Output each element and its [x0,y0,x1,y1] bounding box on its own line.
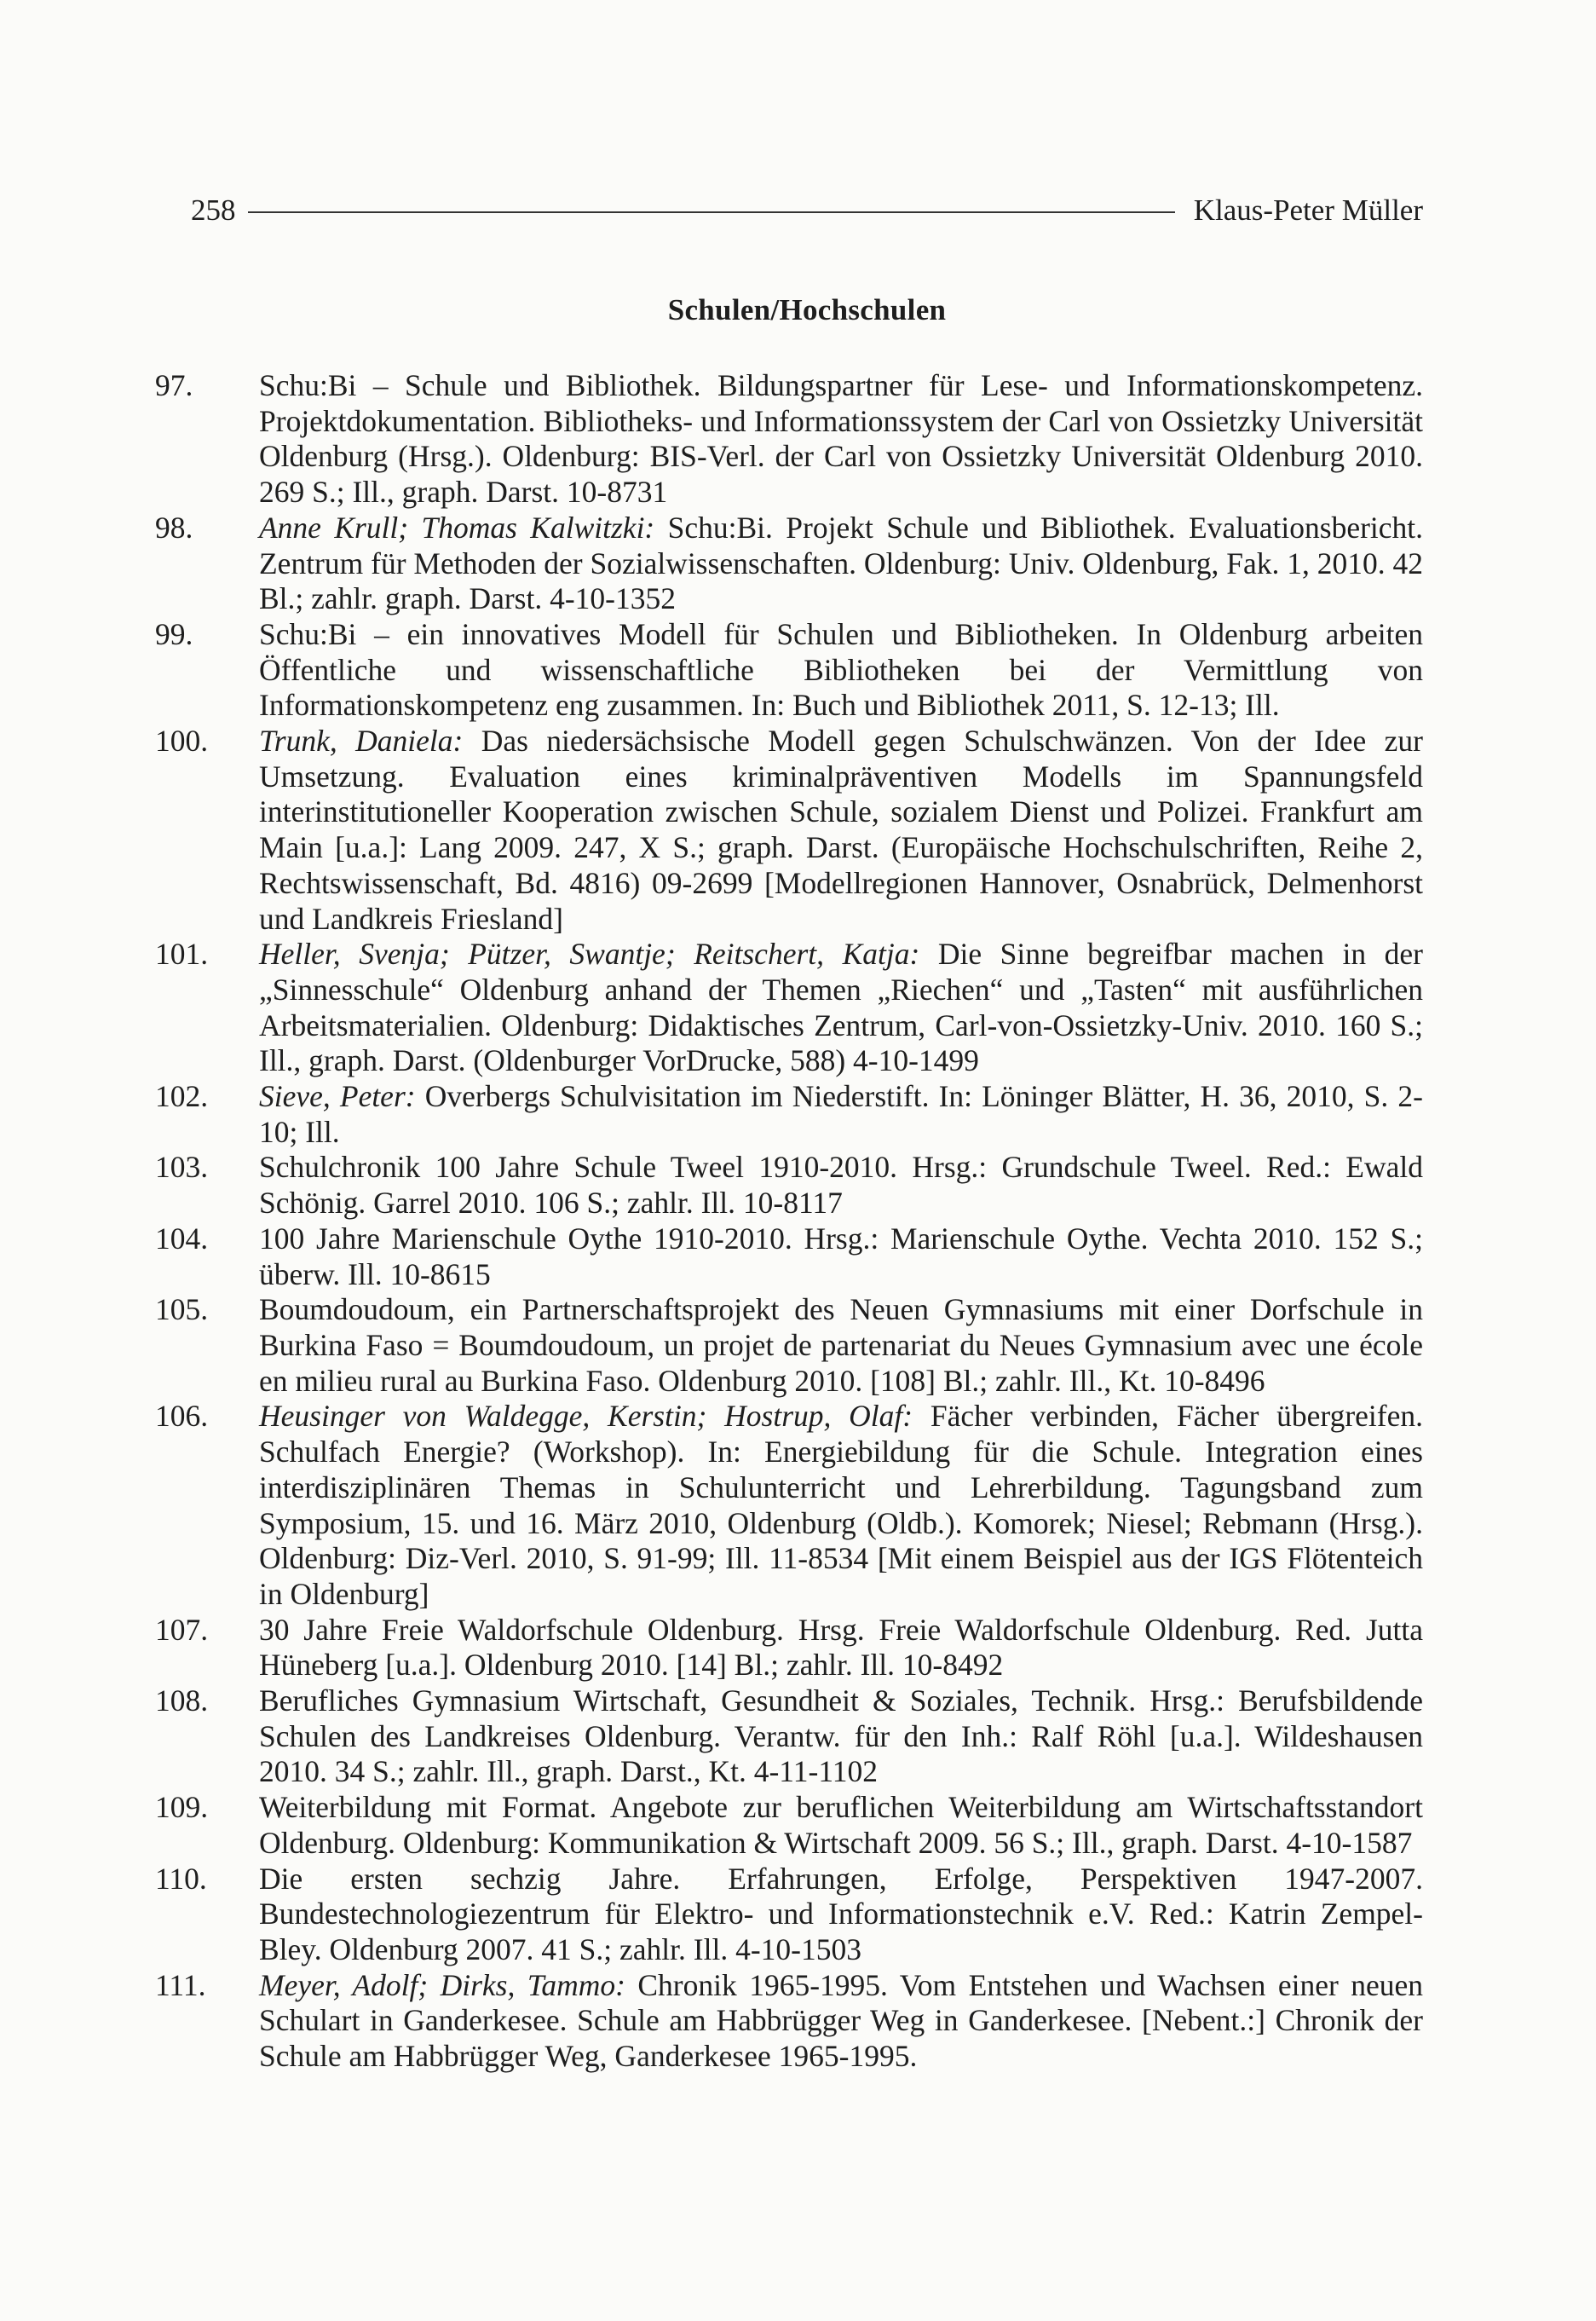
entry-citation: Fächer verbinden, Fächer übergreifen. Schulfach Energie? (Workshop). In: Energiebildung für die Schule. Integration eines interdisziplinären Themas in Schulunterricht und Lehrerbildung. Tagungsband zum Symposium, 15. und 16. März 2010, Oldenburg (Oldb.). Komorek; Niesel; Rebmann (Hrsg.). Oldenburg: Diz-Verl. 2010, S. 91-99; Ill. 11-8534 [Mit einem Beispiel aus der IGS Flötenteich in Oldenburg] [259,1399,1423,1611]
entry-text [259,1221,1423,1292]
entry-text [259,368,1423,511]
entry-citation: Schu:Bi. Projekt Schule und Bibliothek. Evaluationsbericht. Zentrum für Methoden der Sozialwissenschaften. Oldenburg: Univ. Oldenburg, Fak. 1, 2010. 42 Bl.; zahlr. graph. Darst. 4-10-1352 [259,510,1424,616]
entry-number: 108. [155,1683,209,1718]
entry-number: 104. [155,1221,209,1256]
bibliography-entry [155,937,1423,1079]
bibliography-list [155,368,1423,2075]
bibliography-entry [155,1683,1423,1790]
entry-number: 111. [155,1967,206,2002]
entry-author: Meyer, Adolf; Dirks, Tammo: [259,1967,625,2002]
bibliography-entry [155,511,1423,617]
entry-author: Anne Krull; Thomas Kalwitzki: [259,510,655,545]
entry-number: 103. [155,1150,209,1185]
entry-citation: Boumdoudoum, ein Partnerschaftsprojekt des Neuen Gymnasiums mit einer Dorfschule in Burkina Faso = Boumdoudoum, un projet de partenariat du Neues Gymnasium avec une école en milieu rural au Burkina Faso. Oldenburg 2010. [108] Bl.; zahlr. Ill., Kt. 10-8496 [259,1292,1423,1398]
entry-number: 100. [155,724,209,759]
entry-text [259,1862,1423,1968]
entry-citation: Schu:Bi – Schule und Bibliothek. Bildungspartner für Lese- und Informationskompetenz. Projektdokumentation. Bibliotheks- und Informationssystem der Carl von Ossietzky Universität Oldenburg (Hrsg.). Oldenburg: BIS-Verl. der Carl von Ossietzky Universität Oldenburg 2010. 269 S.; Ill., graph. Darst. 10-8731 [259,368,1423,510]
entry-text [259,937,1423,1079]
bibliography-entry [155,724,1423,937]
entry-number: 98. [155,510,193,545]
entry-number: 109. [155,1790,209,1825]
entry-citation: 30 Jahre Freie Waldorfschule Oldenburg. Hrsg. Freie Waldorfschule Oldenburg. Red. Jutta Hüneberg [u.a.]. Oldenburg 2010. [14] Bl.; zahlr. Ill. 10-8492 [259,1612,1423,1683]
bibliography-entry [155,1862,1423,1968]
header-rule [248,211,1175,213]
entry-citation: Chronik 1965-1995. Vom Entstehen und Wachsen einer neuen Schulart in Ganderkesee. Schule am Habbrügger Weg in Ganderkesee. [Nebent.:] Chronik der Schule am Habbrügger Weg, Ganderkesee 1965-1995. [259,1967,1424,2074]
entry-number: 106. [155,1399,209,1434]
entry-author: Trunk, Daniela: [259,724,464,759]
entry-text [259,1683,1423,1790]
entry-author: Sieve, Peter: [259,1079,416,1114]
entry-number: 97. [155,368,193,402]
entry-citation: Die Sinne begreifbar machen in der „Sinnesschule“ Oldenburg anhand der Themen „Riechen“ und „Tasten“ mit ausführlichen Arbeitsmaterialien. Oldenburg: Didaktisches Zentrum, Carl-von-Ossietzky-Univ. 2010. 160 S.; Ill., graph. Darst. (Oldenburger VorDrucke, 588) 4-10-1499 [259,937,1423,1078]
entry-text [259,1968,1423,2075]
bibliography-entry [155,1968,1423,2075]
entry-citation: Die ersten sechzig Jahre. Erfahrungen, Erfolge, Perspektiven 1947-2007. Bundestechnologiezentrum für Elektro- und Informationstechnik e.V. Red.: Katrin Zempel-Bley. Oldenburg 2007. 41 S.; zahlr. Ill. 4-10-1503 [259,1861,1423,1966]
entry-text [259,511,1423,617]
bibliography-entry [155,1221,1423,1292]
entry-number: 99. [155,616,193,651]
entry-number: 101. [155,937,209,972]
entry-author: Heusinger von Waldegge, Kerstin; Hostrup, Olaf: [259,1399,913,1434]
entry-citation: Schu:Bi – ein innovatives Modell für Schulen und Bibliotheken. In Oldenburg arbeiten Öffentliche und wissenschaftliche Bibliotheken bei der Vermittlung von Informationskompetenz eng zusammen. In: Buch und Bibliothek 2011, S. 12-13; Ill. [259,616,1423,723]
entry-citation: Berufliches Gymnasium Wirtschaft, Gesundheit & Soziales, Technik. Hrsg.: Berufsbildende Schulen des Landkreises Oldenburg. Verantw. für den Inh.: Ralf Röhl [u.a.]. Wildeshausen 2010. 34 S.; zahlr. Ill., graph. Darst., Kt. 4-11-1102 [259,1683,1423,1789]
entry-number: 107. [155,1612,209,1647]
page-header [191,189,1423,232]
entry-citation: Das niedersächsische Modell gegen Schulschwänzen. Von der Idee zur Umsetzung. Evaluation eines kriminalpräventiven Modells im Spannungsfeld interinstitutioneller Kooperation zwischen Schule, sozialem Dienst und Polizei. Frankfurt am Main [u.a.]: Lang 2009. 247, X S.; graph. Darst. (Europäische Hochschulschriften, Reihe 2, Rechtswissenschaft, Bd. 4816) 09-2699 [Modellregionen Hannover, Osnabrück, Delmenhorst und Landkreis Friesland] [259,724,1423,936]
section-heading: Schulen/Hochschulen [667,293,947,326]
running-header-author: Klaus-Peter Müller [1193,193,1423,227]
entry-text [259,1790,1423,1861]
entry-text [259,1079,1423,1150]
bibliography-entry [155,1790,1423,1861]
entry-citation: Overbergs Schulvisitation im Niederstift. In: Löninger Blätter, H. 36, 2010, S. 2-10; Ill. [259,1079,1423,1149]
entry-number: 102. [155,1079,209,1114]
entry-number: 110. [155,1861,207,1896]
bibliography-entry [155,1079,1423,1150]
entry-number: 105. [155,1292,209,1327]
entry-citation: Schulchronik 100 Jahre Schule Tweel 1910-2010. Hrsg.: Grundschule Tweel. Red.: Ewald Schönig. Garrel 2010. 106 S.; zahlr. Ill. 10-8117 [259,1150,1423,1221]
entry-citation: Weiterbildung mit Format. Angebote zur beruflichen Weiterbildung am Wirtschaftsstandort Oldenburg. Oldenburg: Kommunikation & Wirtschaft 2009. 56 S.; Ill., graph. Darst. 4-10-1587 [259,1790,1423,1860]
bibliography-entry [155,617,1423,724]
entry-text [259,1613,1423,1683]
bibliography-entry [155,1292,1423,1399]
page-number: 258 [191,193,236,227]
entry-citation: 100 Jahre Marienschule Oythe 1910-2010. Hrsg.: Marienschule Oythe. Vechta 2010. 152 S.; überw. Ill. 10-8615 [259,1221,1423,1291]
entry-text [259,1150,1423,1221]
bibliography-entry [155,1399,1423,1612]
bibliography-entry [155,368,1423,511]
bibliography-entry [155,1150,1423,1221]
bibliography-entry [155,1613,1423,1683]
entry-text [259,1399,1423,1612]
entry-text [259,617,1423,724]
entry-text [259,724,1423,937]
entry-author: Heller, Svenja; Pützer, Swantje; Reitschert, Katja: [259,937,920,972]
entry-text [259,1292,1423,1399]
